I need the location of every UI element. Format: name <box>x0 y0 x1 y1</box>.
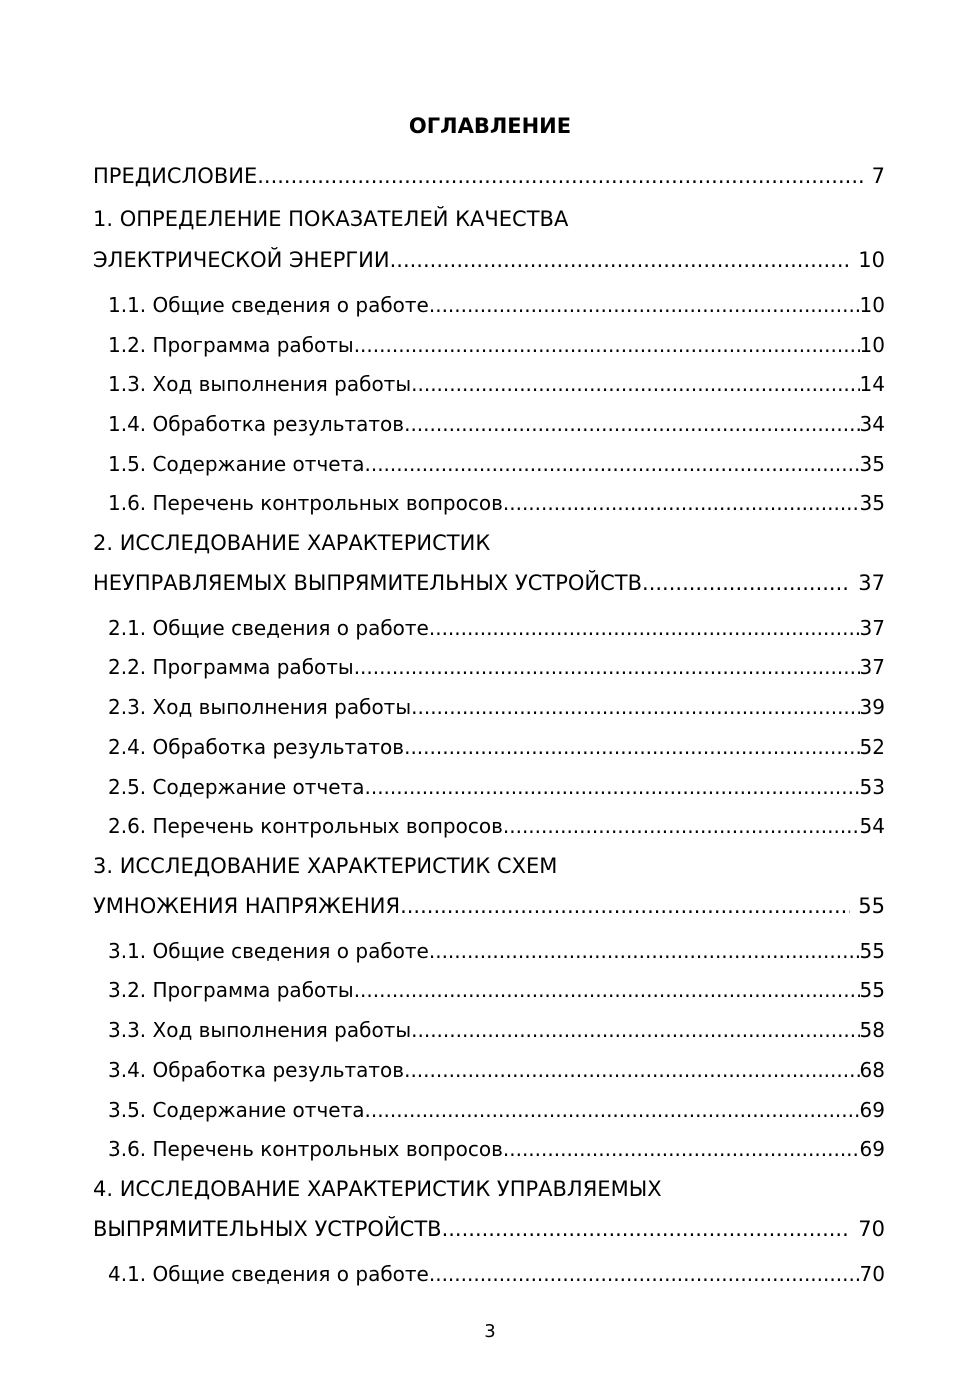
toc-section-heading: 4. ИССЛЕДОВАНИЕ ХАРАКТЕРИСТИК УПРАВЛЯЕМЫХ <box>93 1177 662 1201</box>
dot-leader <box>429 1258 860 1290</box>
dot-leader <box>354 651 860 683</box>
toc-entry-label: 3.2. Программа работы <box>108 978 354 1002</box>
toc-entry-page: 55 <box>859 939 885 963</box>
toc-section-entry <box>93 890 885 922</box>
toc-entry-page: 52 <box>859 735 885 759</box>
toc-entry-label: 2.2. Программа работы <box>108 655 354 679</box>
toc-subentry <box>108 691 885 723</box>
toc-subentry <box>108 1258 885 1290</box>
toc-entry-label: 3.5. Содержание отчета <box>108 1098 365 1122</box>
toc-section-heading: 1. ОПРЕДЕЛЕНИЕ ПОКАЗАТЕЛЕЙ КАЧЕСТВА <box>93 207 569 231</box>
toc-entry-label: 3.1. Общие сведения о работе <box>108 939 429 963</box>
page-number: 3 <box>484 1321 496 1342</box>
dot-leader <box>429 289 860 321</box>
toc-subentry <box>108 651 885 683</box>
toc-entry-page: 54 <box>859 814 885 838</box>
page-title: ОГЛАВЛЕНИЕ <box>408 114 572 138</box>
dot-leader <box>429 935 860 967</box>
toc-entry-label: 1.6. Перечень контрольных вопросов <box>108 491 503 515</box>
toc-section-entry <box>93 244 885 276</box>
toc-entry-label: ВЫПРЯМИТЕЛЬНЫХ УСТРОЙСТВ <box>93 1217 442 1241</box>
toc-entry-label: 2.3. Ход выполнения работы <box>108 695 412 719</box>
toc-entry-page: 10 <box>859 293 885 317</box>
toc-subentry <box>108 289 885 321</box>
dot-leader <box>429 612 860 644</box>
toc-subentry <box>108 448 885 480</box>
toc-entry-label: 2.4. Обработка результатов <box>108 735 405 759</box>
toc-entry-page: 55 <box>858 894 885 918</box>
toc-entry-page: 34 <box>859 412 885 436</box>
toc-entry-label: 1.4. Обработка результатов <box>108 412 405 436</box>
toc-entry-page: 7 <box>871 164 885 188</box>
toc-entry-label: 3.3. Ход выполнения работы <box>108 1018 412 1042</box>
toc-entry-label: 1.5. Содержание отчета <box>108 452 365 476</box>
toc-entry-page: 10 <box>858 248 885 272</box>
toc-entry-page: 69 <box>859 1098 885 1122</box>
dot-leader <box>404 731 859 763</box>
toc-section-heading: 3. ИССЛЕДОВАНИЕ ХАРАКТЕРИСТИК СХЕМ <box>93 854 558 878</box>
toc-subentry <box>108 612 885 644</box>
toc-entry-page: 37 <box>859 655 885 679</box>
toc-subentry <box>108 810 885 842</box>
toc-subentry <box>108 408 885 440</box>
toc-subentry <box>108 731 885 763</box>
dot-leader <box>642 567 850 599</box>
dot-leader <box>390 244 851 276</box>
toc-subentry <box>108 1014 885 1046</box>
toc-entry-page: 37 <box>859 616 885 640</box>
dot-leader <box>364 448 859 480</box>
dot-leader <box>354 329 860 361</box>
dot-leader <box>404 408 859 440</box>
dot-leader <box>411 1014 859 1046</box>
toc-entry-label: 2.6. Перечень контрольных вопросов <box>108 814 503 838</box>
toc-subentry <box>108 1094 885 1126</box>
dot-leader <box>257 160 863 192</box>
toc-entry-page: 35 <box>859 491 885 515</box>
toc-entry-page: 69 <box>859 1137 885 1161</box>
toc-section-heading: 2. ИССЛЕДОВАНИЕ ХАРАКТЕРИСТИК <box>93 531 491 555</box>
toc-entry-page: 10 <box>859 333 885 357</box>
toc-subentry <box>108 935 885 967</box>
toc-entry-label: ЭЛЕКТРИЧЕСКОЙ ЭНЕРГИИ <box>93 248 390 272</box>
toc-subentry <box>108 368 885 400</box>
dot-leader <box>442 1213 851 1245</box>
toc-subentry <box>108 1054 885 1086</box>
toc-entry-page: 68 <box>859 1058 885 1082</box>
toc-entry-label: 1.3. Ход выполнения работы <box>108 372 412 396</box>
toc-entry-page: 39 <box>859 695 885 719</box>
toc-entry-label: ПРЕДИСЛОВИЕ <box>93 164 258 188</box>
toc-entry-label: 1.1. Общие сведения о работе <box>108 293 429 317</box>
toc-subentry <box>108 1133 885 1165</box>
dot-leader <box>364 771 859 803</box>
toc-entry-label: 2.1. Общие сведения о работе <box>108 616 429 640</box>
toc-subentry <box>108 974 885 1006</box>
toc-entry-page: 58 <box>859 1018 885 1042</box>
dot-leader <box>400 890 850 922</box>
toc-subentry <box>108 329 885 361</box>
toc-entry-label: НЕУПРАВЛЯЕМЫХ ВЫПРЯМИТЕЛЬНЫХ УСТРОЙСТВ <box>93 571 643 595</box>
toc-entry-label: 3.6. Перечень контрольных вопросов <box>108 1137 503 1161</box>
toc-entry-preface <box>93 160 885 192</box>
toc-entry-page: 53 <box>859 775 885 799</box>
dot-leader <box>354 974 860 1006</box>
toc-entry-page: 70 <box>858 1217 885 1241</box>
dot-leader <box>503 1133 860 1165</box>
toc-entry-page: 55 <box>859 978 885 1002</box>
dot-leader <box>411 691 859 723</box>
toc-section-entry <box>93 567 885 599</box>
dot-leader <box>503 810 860 842</box>
toc-subentry <box>108 487 885 519</box>
dot-leader <box>503 487 860 519</box>
toc-entry-label: 1.2. Программа работы <box>108 333 354 357</box>
toc-entry-page: 70 <box>859 1262 885 1286</box>
toc-entry-page: 14 <box>859 372 885 396</box>
toc-subentry <box>108 771 885 803</box>
toc-entry-label: 2.5. Содержание отчета <box>108 775 365 799</box>
toc-entry-page: 37 <box>858 571 885 595</box>
dot-leader <box>411 368 859 400</box>
dot-leader <box>364 1094 859 1126</box>
toc-entry-label: УМНОЖЕНИЯ НАПРЯЖЕНИЯ <box>93 894 401 918</box>
toc-section-entry <box>93 1213 885 1245</box>
dot-leader <box>404 1054 859 1086</box>
toc-entry-label: 4.1. Общие сведения о работе <box>108 1262 429 1286</box>
toc-entry-page: 35 <box>859 452 885 476</box>
toc-entry-label: 3.4. Обработка результатов <box>108 1058 405 1082</box>
